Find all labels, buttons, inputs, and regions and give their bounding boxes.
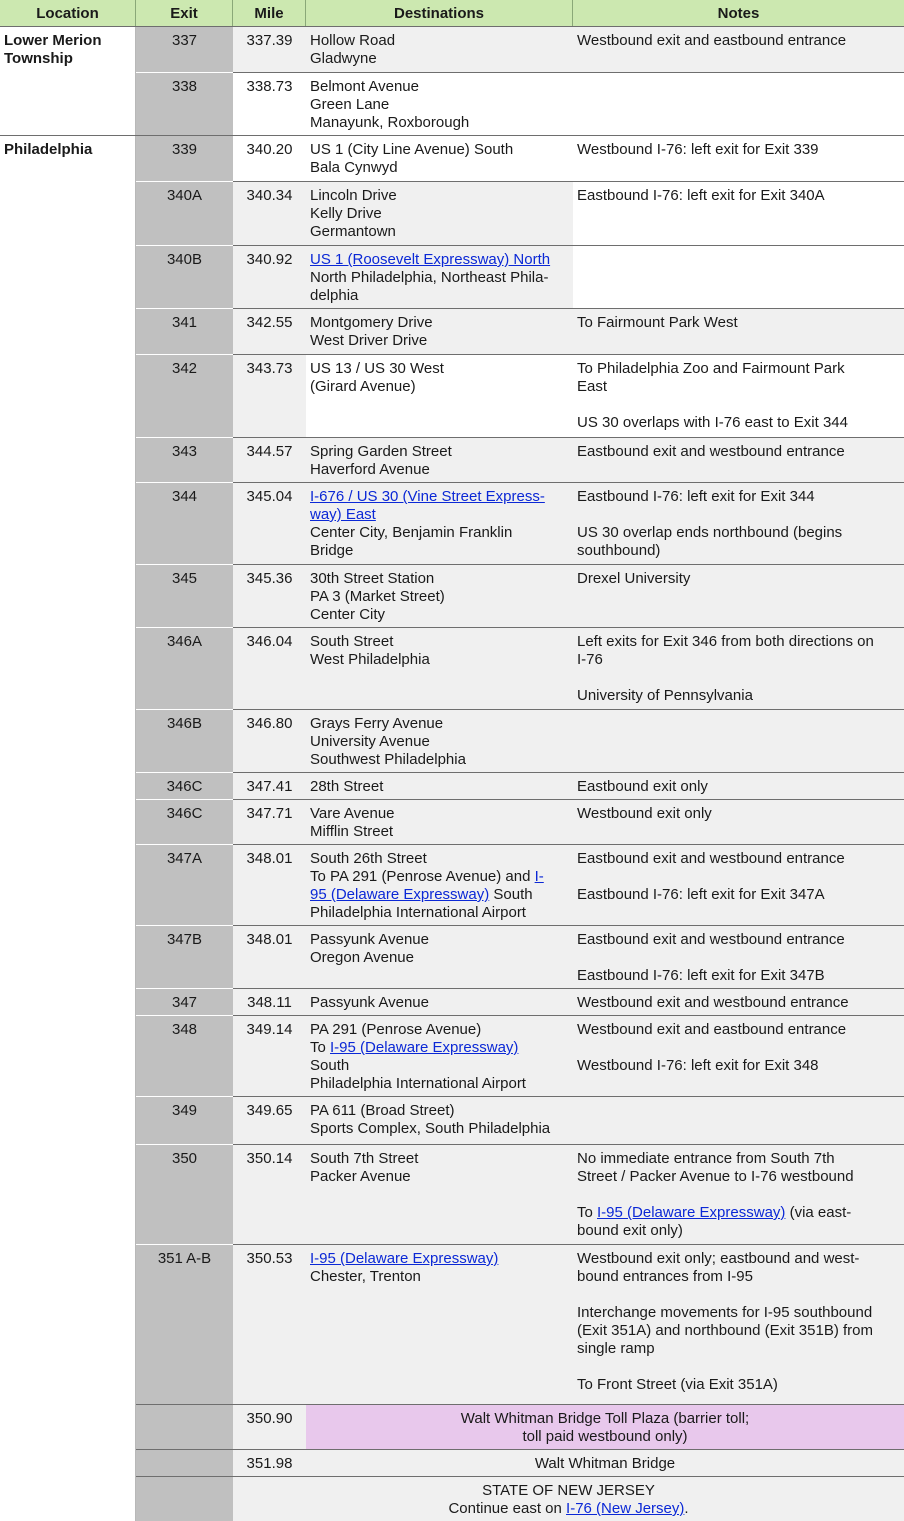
notes xyxy=(573,926,904,988)
dest-line: 30th Street Station xyxy=(310,570,435,587)
note-line: University of Pennsylvania xyxy=(577,687,753,704)
dest-line: Passyunk Avenue xyxy=(310,931,429,948)
header-mile: Mile xyxy=(233,0,306,26)
dest-line: South 26th Street xyxy=(310,850,427,867)
exit-number: 339 xyxy=(136,136,233,181)
dest-line: Sports Complex, South Philadelphia xyxy=(310,1120,551,1137)
dest-line: West Philadelphia xyxy=(310,651,430,668)
notes xyxy=(573,800,904,844)
dest-line: University Avenue xyxy=(310,733,430,750)
dest-line: Oregon Avenue xyxy=(310,949,414,966)
divider xyxy=(136,1449,904,1450)
mile-value: 342.55 xyxy=(233,309,306,354)
note-line: Eastbound exit and westbound entrance xyxy=(577,850,845,867)
destinations xyxy=(306,926,573,988)
note-line: Westbound exit and westbound entrance xyxy=(577,994,849,1011)
divider xyxy=(233,1015,904,1016)
note-line: Westbound I-76: left exit for Exit 339 xyxy=(577,141,819,158)
dest-line: Mifflin Street xyxy=(310,823,394,840)
dest-line: South 7th Street xyxy=(310,1150,419,1167)
dest-line: PA 611 (Broad Street) xyxy=(310,1102,455,1119)
dest-line: Manayunk, Roxborough xyxy=(310,114,470,131)
divider xyxy=(0,26,904,27)
notes xyxy=(573,1016,904,1096)
mile-value: 347.41 xyxy=(233,773,306,799)
exit-number: 349 xyxy=(136,1097,233,1144)
notes xyxy=(573,438,904,482)
dest-line: Green Lane xyxy=(310,96,390,113)
destinations xyxy=(306,565,573,627)
destinations xyxy=(306,136,573,181)
exit-number: 346B xyxy=(136,710,233,772)
notes xyxy=(573,565,904,627)
destinations xyxy=(306,27,573,72)
dest-line: Vare Avenue xyxy=(310,805,395,822)
divider xyxy=(233,709,904,710)
dest-line: North Philadelphia, Northeast Phila- xyxy=(310,269,549,286)
location-label: Philadelphia xyxy=(4,141,93,158)
mile-value: 350.53 xyxy=(233,1245,306,1404)
divider xyxy=(136,1404,904,1405)
mile-value: 343.73 xyxy=(233,355,306,437)
header-notes: Notes xyxy=(573,0,904,26)
divider xyxy=(233,564,904,565)
dest-line: delphia xyxy=(310,287,359,304)
dest-line: Center City, Benjamin Franklin xyxy=(310,524,513,541)
exit-number: 347A xyxy=(136,845,233,925)
mile-value: 350.90 xyxy=(233,1405,306,1449)
exit-number: 346C xyxy=(136,800,233,844)
destinations xyxy=(306,773,573,799)
dest-line: Montgomery Drive xyxy=(310,314,433,331)
note-text: (via east- xyxy=(785,1204,852,1221)
note-line: No immediate entrance from South 7th xyxy=(577,1150,835,1167)
location-lower-merion xyxy=(0,27,136,135)
bridge-cell xyxy=(306,1450,904,1476)
dest-line: Passyunk Avenue xyxy=(310,994,429,1011)
dest-line: US 1 (City Line Avenue) South xyxy=(310,141,514,158)
destinations xyxy=(306,73,573,135)
location-philadelphia xyxy=(0,136,136,1521)
mile-value: 350.14 xyxy=(233,1145,306,1244)
note-line: East xyxy=(577,378,608,395)
exit-number: 342 xyxy=(136,355,233,437)
divider xyxy=(233,437,904,438)
exit-number: 350 xyxy=(136,1145,233,1244)
exit-number: 337 xyxy=(136,27,233,72)
mile-value: 340.34 xyxy=(233,182,306,245)
destinations xyxy=(306,1245,573,1404)
i676-us30-link-cont[interactable]: way) East xyxy=(310,506,376,523)
notes xyxy=(573,73,904,135)
exit-number: 347 xyxy=(136,989,233,1015)
divider xyxy=(233,245,904,246)
mile-value: 346.04 xyxy=(233,628,306,709)
note-line: Street / Packer Avenue to I-76 westbound xyxy=(577,1168,854,1185)
exit-empty xyxy=(136,1405,233,1449)
state-title: STATE OF NEW JERSEY xyxy=(482,1482,655,1499)
dest-line: Bridge xyxy=(310,542,354,559)
destinations xyxy=(306,845,573,925)
divider xyxy=(136,1476,904,1477)
notes xyxy=(573,182,904,245)
notes xyxy=(573,773,904,799)
destinations xyxy=(306,800,573,844)
notes xyxy=(573,309,904,354)
note-line: bound entrances from I-95 xyxy=(577,1268,753,1285)
divider xyxy=(233,988,904,989)
exit-number: 346A xyxy=(136,628,233,709)
note-line: Eastbound I-76: left exit for Exit 340A xyxy=(577,187,825,204)
mile-value: 345.36 xyxy=(233,565,306,627)
exit-empty xyxy=(136,1477,233,1521)
toll-line: Walt Whitman Bridge Toll Plaza (barrier toll; xyxy=(460,1410,750,1427)
state-text: . xyxy=(684,1500,689,1517)
destinations xyxy=(306,1097,573,1144)
destinations xyxy=(306,182,573,245)
note-line: Eastbound exit only xyxy=(577,778,708,795)
notes xyxy=(573,246,904,308)
exit-number: 351 A-B xyxy=(136,1245,233,1404)
notes xyxy=(573,1245,904,1404)
exit-empty xyxy=(136,1450,233,1476)
dest-line: Grays Ferry Avenue xyxy=(310,715,444,732)
i95-link[interactable]: I-95 (Delaware Expressway) xyxy=(330,1039,519,1056)
state-line-cell xyxy=(233,1477,904,1521)
note-line: Eastbound I-76: left exit for Exit 344 xyxy=(577,488,815,505)
dest-line: Philadelphia International Airport xyxy=(310,904,526,921)
exit-number: 340A xyxy=(136,182,233,245)
i95-link[interactable]: I-95 (Delaware Expressway) xyxy=(597,1204,786,1221)
mile-value: 348.01 xyxy=(233,926,306,988)
dest-line: South Street xyxy=(310,633,394,650)
dest-line: South xyxy=(310,1057,350,1074)
dest-line: US 13 / US 30 West xyxy=(310,360,444,377)
mile-value: 337.39 xyxy=(233,27,306,72)
divider xyxy=(0,135,904,136)
dest-line: (Girard Avenue) xyxy=(310,378,416,395)
state-text: Continue east on xyxy=(448,1500,567,1517)
exit-number: 341 xyxy=(136,309,233,354)
exit-number: 347B xyxy=(136,926,233,988)
destinations xyxy=(306,989,573,1015)
mile-value: 345.04 xyxy=(233,483,306,564)
note-line: Eastbound exit and westbound entrance xyxy=(577,931,845,948)
exit-number: 345 xyxy=(136,565,233,627)
i95-link[interactable]: I- xyxy=(534,868,544,885)
mile-value: 344.57 xyxy=(233,438,306,482)
location-label: Lower Merion Township xyxy=(4,32,102,67)
note-line: (Exit 351A) and northbound (Exit 351B) from xyxy=(577,1322,873,1339)
destinations xyxy=(306,1016,573,1096)
dest-line: Gladwyne xyxy=(310,50,377,67)
destinations xyxy=(306,355,573,437)
exit-number: 344 xyxy=(136,483,233,564)
dest-line: PA 291 (Penrose Avenue) xyxy=(310,1021,482,1038)
destinations xyxy=(306,309,573,354)
divider xyxy=(233,72,904,73)
note-line: Westbound exit and eastbound entrance xyxy=(577,1021,847,1038)
dest-line: PA 3 (Market Street) xyxy=(310,588,445,605)
header-exit: Exit xyxy=(136,0,233,26)
note-text: To xyxy=(577,1204,598,1221)
divider xyxy=(233,308,904,309)
note-line: I-76 xyxy=(577,651,603,668)
note-line: Westbound exit and eastbound entrance xyxy=(577,32,847,49)
mile-value: 340.92 xyxy=(233,246,306,308)
note-line: Westbound exit only; eastbound and west- xyxy=(577,1250,860,1267)
divider xyxy=(233,1144,904,1145)
notes xyxy=(573,710,904,772)
exit-number: 343 xyxy=(136,438,233,482)
dest-line: Kelly Drive xyxy=(310,205,382,222)
note-line: To Fairmount Park West xyxy=(577,314,738,331)
dest-text: To PA 291 (Penrose Avenue) and xyxy=(310,868,535,885)
mile-value: 347.71 xyxy=(233,800,306,844)
dest-text: South xyxy=(489,886,533,903)
mile-value: 351.98 xyxy=(233,1450,306,1476)
divider xyxy=(233,844,904,845)
note-line: Eastbound I-76: left exit for Exit 347B xyxy=(577,967,825,984)
toll-plaza-cell xyxy=(306,1405,904,1449)
dest-line: West Driver Drive xyxy=(310,332,428,349)
dest-line: Bala Cynwyd xyxy=(310,159,398,176)
us1-roosevelt-link[interactable]: US 1 (Roosevelt Expressway) North xyxy=(310,251,551,268)
mile-value: 340.20 xyxy=(233,136,306,181)
dest-line: Lincoln Drive xyxy=(310,187,397,204)
note-line: Interchange movements for I-95 southbound xyxy=(577,1304,873,1321)
notes xyxy=(573,628,904,709)
note-line: Westbound exit only xyxy=(577,805,712,822)
dest-line: Philadelphia International Airport xyxy=(310,1075,526,1092)
mile-value: 346.80 xyxy=(233,710,306,772)
note-line: US 30 overlap ends northbound (begins xyxy=(577,524,843,541)
i95-link-cont[interactable]: 95 (Delaware Expressway) xyxy=(310,886,490,903)
i95-link[interactable]: I-95 (Delaware Expressway) xyxy=(310,1250,499,1267)
notes xyxy=(573,136,904,181)
notes xyxy=(573,989,904,1015)
i676-us30-link[interactable]: I-676 / US 30 (Vine Street Express- xyxy=(310,488,545,505)
dest-line: Packer Avenue xyxy=(310,1168,411,1185)
notes xyxy=(573,1145,904,1244)
mile-value: 348.11 xyxy=(233,989,306,1015)
destinations xyxy=(306,246,573,308)
divider xyxy=(233,482,904,483)
note-line: Eastbound I-76: left exit for Exit 347A xyxy=(577,886,825,903)
note-line: Left exits for Exit 346 from both directions on xyxy=(577,633,874,650)
dest-line: Southwest Philadelphia xyxy=(310,751,466,768)
divider xyxy=(233,925,904,926)
dest-line: Germantown xyxy=(310,223,396,240)
mile-value: 349.14 xyxy=(233,1016,306,1096)
dest-line: 28th Street xyxy=(310,778,384,795)
destinations xyxy=(306,628,573,709)
destinations xyxy=(306,438,573,482)
note-line: Eastbound exit and westbound entrance xyxy=(577,443,845,460)
toll-line: toll paid westbound only) xyxy=(522,1428,688,1445)
i76-nj-link[interactable]: I-76 (New Jersey) xyxy=(566,1500,685,1517)
exit-number: 348 xyxy=(136,1016,233,1096)
note-line: single ramp xyxy=(577,1340,655,1357)
dest-line: Belmont Avenue xyxy=(310,78,419,95)
exit-number: 338 xyxy=(136,73,233,135)
notes xyxy=(573,27,904,72)
notes xyxy=(573,845,904,925)
notes xyxy=(573,1097,904,1144)
divider xyxy=(233,1244,904,1245)
exit-number: 340B xyxy=(136,246,233,308)
divider xyxy=(233,627,904,628)
bridge-label: Walt Whitman Bridge xyxy=(534,1455,676,1472)
note-line: southbound) xyxy=(577,542,661,559)
divider xyxy=(233,1096,904,1097)
mile-value: 338.73 xyxy=(233,73,306,135)
dest-line: Haverford Avenue xyxy=(310,461,430,478)
header-location: Location xyxy=(0,0,136,26)
mile-value: 348.01 xyxy=(233,845,306,925)
notes xyxy=(573,355,904,437)
dest-line: Spring Garden Street xyxy=(310,443,452,460)
note-line: To Front Street (via Exit 351A) xyxy=(577,1376,778,1393)
mile-value: 349.65 xyxy=(233,1097,306,1144)
notes xyxy=(573,483,904,564)
dest-line: Chester, Trenton xyxy=(310,1268,421,1285)
divider xyxy=(233,799,904,800)
note-line: bound exit only) xyxy=(577,1222,683,1239)
note-line: To Philadelphia Zoo and Fairmount Park xyxy=(577,360,845,377)
destinations xyxy=(306,1145,573,1244)
note-line: Westbound I-76: left exit for Exit 348 xyxy=(577,1057,819,1074)
exit-number: 346C xyxy=(136,773,233,799)
destinations xyxy=(306,710,573,772)
dest-line: Hollow Road xyxy=(310,32,396,49)
divider xyxy=(233,354,904,355)
header-destinations: Destinations xyxy=(306,0,573,26)
destinations xyxy=(306,483,573,564)
divider xyxy=(233,772,904,773)
dest-line: Center City xyxy=(310,606,386,623)
note-line: Drexel University xyxy=(577,570,691,587)
dest-text: To xyxy=(310,1039,331,1056)
note-line: US 30 overlaps with I-76 east to Exit 344 xyxy=(577,414,848,431)
divider xyxy=(233,181,904,182)
